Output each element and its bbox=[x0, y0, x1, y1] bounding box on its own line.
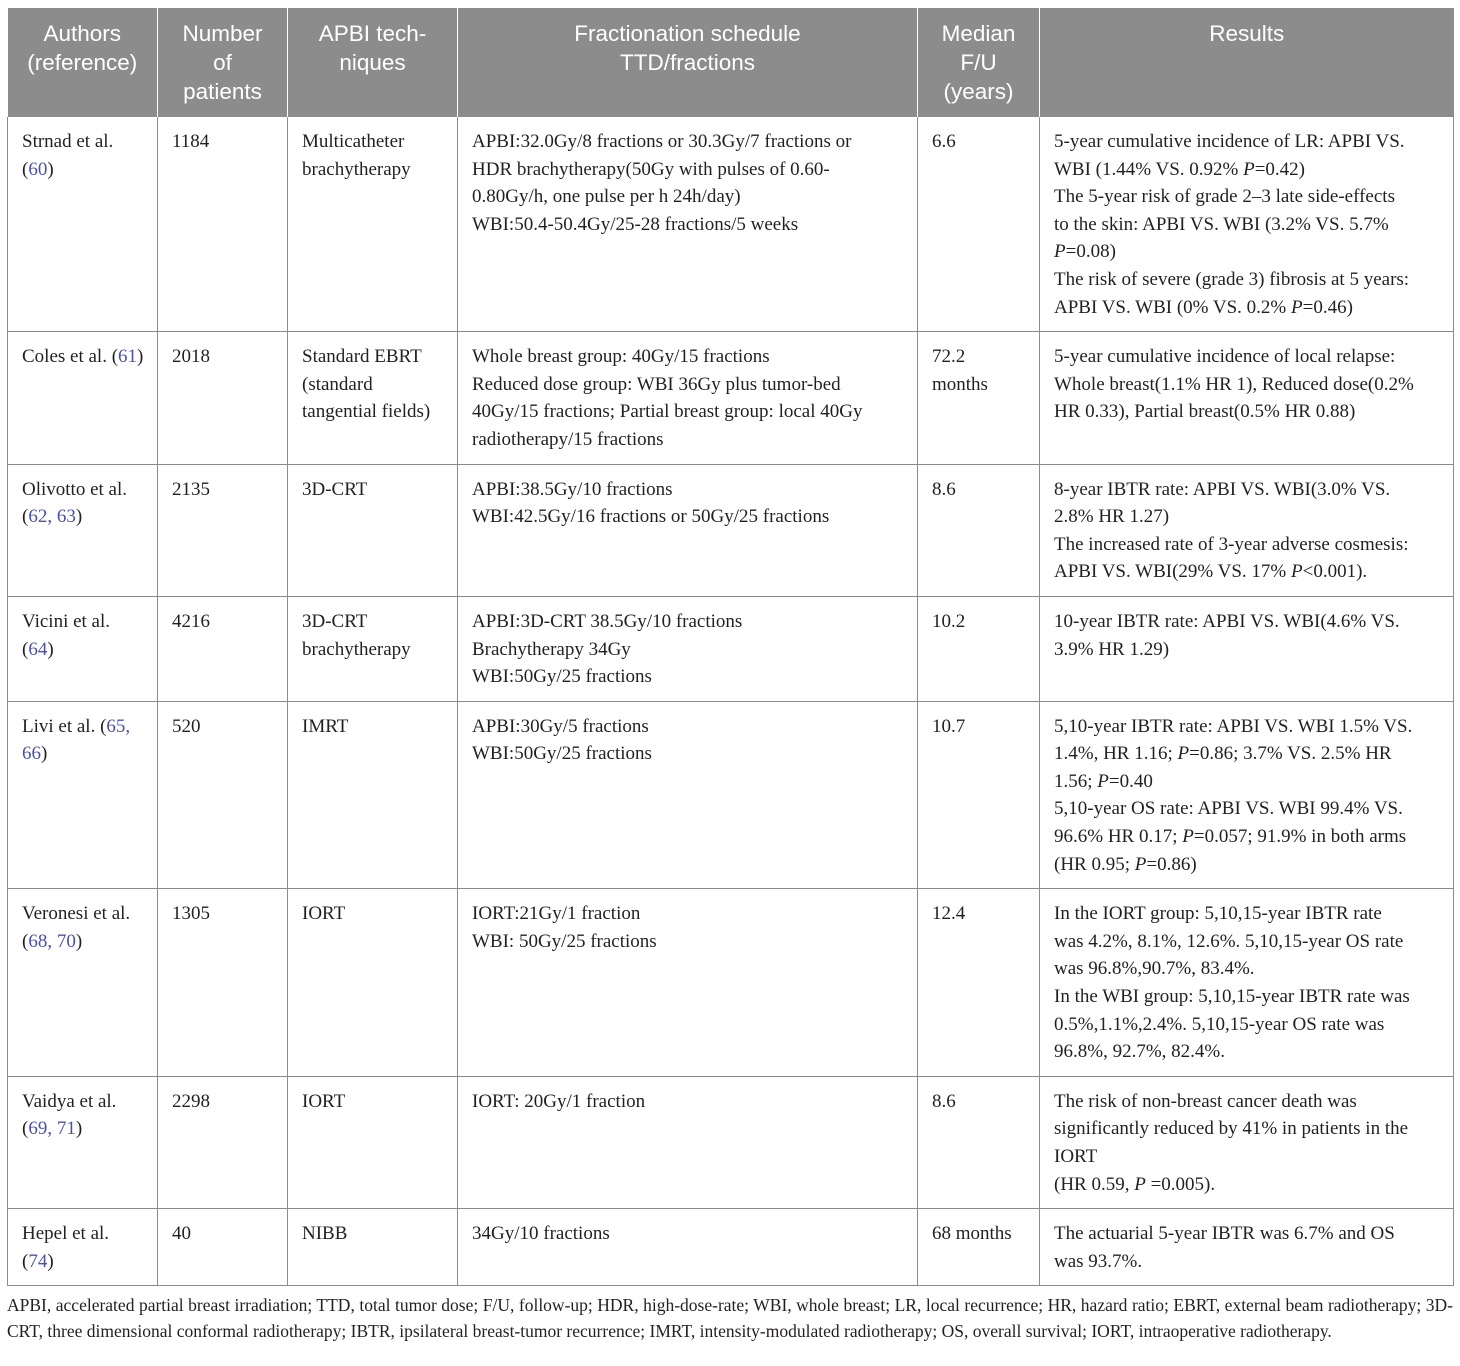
cell-line: WBI:42.5Gy/16 fractions or 50Gy/25 fractions bbox=[472, 506, 830, 528]
technique-cell bbox=[288, 596, 458, 701]
author-cell: Veronesi et al. (68, 70) bbox=[8, 889, 158, 1077]
cell-line: Reduced dose group: WBI 36Gy plus tumor-bed bbox=[472, 373, 841, 395]
results-cell bbox=[1040, 464, 1454, 596]
cell-line: APBI VS. WBI (0% VS. 0.2% P=0.46) bbox=[1054, 296, 1353, 318]
cell-line: 3D-CRT bbox=[302, 478, 368, 500]
cell-line: The risk of non-breast cancer death was bbox=[1054, 1090, 1357, 1112]
table-row bbox=[8, 1076, 1454, 1208]
author-cell: Coles et al. (61) bbox=[8, 332, 158, 464]
header-row bbox=[8, 8, 1454, 117]
table-row bbox=[8, 596, 1454, 701]
technique-cell bbox=[288, 1209, 458, 1286]
cell-line: 5-year cumulative incidence of local relapse: bbox=[1054, 346, 1396, 368]
patients-cell: 2018 bbox=[158, 332, 288, 464]
cell-line: IORT: 20Gy/1 fraction bbox=[472, 1090, 646, 1112]
column-header bbox=[8, 8, 158, 117]
technique-cell bbox=[288, 889, 458, 1077]
author-name: Vicini et al. bbox=[22, 610, 111, 632]
cell-line: radiotherapy/15 fractions bbox=[472, 428, 664, 450]
cell-line: 8-year IBTR rate: APBI VS. WBI(3.0% VS. bbox=[1054, 478, 1391, 500]
results-cell bbox=[1040, 596, 1454, 701]
patients-cell: 2298 bbox=[158, 1076, 288, 1208]
cell-line: In the WBI group: 5,10,15-year IBTR rate was bbox=[1054, 986, 1410, 1008]
cell-line: APBI:30Gy/5 fractions bbox=[472, 715, 649, 737]
column-header bbox=[458, 8, 918, 117]
cell-line: brachytherapy bbox=[302, 638, 411, 660]
technique-cell bbox=[288, 117, 458, 332]
reference-link[interactable]: 65, 66 bbox=[22, 715, 131, 765]
cell-line: Multicatheter bbox=[302, 131, 405, 152]
schedule-cell bbox=[458, 1209, 918, 1286]
table-row bbox=[8, 117, 1454, 332]
table-row bbox=[8, 1209, 1454, 1286]
patients-cell: 1184 bbox=[158, 117, 288, 332]
data-table bbox=[7, 8, 1454, 1286]
author-name: Hepel et al. bbox=[22, 1223, 110, 1245]
cell-line: Standard EBRT bbox=[302, 346, 422, 368]
cell-line: 8.6 bbox=[932, 1090, 956, 1112]
table-row bbox=[8, 889, 1454, 1077]
cell-line: significantly reduced by 41% in patients in the bbox=[1054, 1118, 1409, 1140]
patients-cell: 520 bbox=[158, 701, 288, 889]
cell-line: IORT bbox=[302, 903, 346, 925]
cell-line: months bbox=[932, 373, 988, 395]
cell-line: 1.4%, HR 1.16; P=0.86; 3.7% VS. 2.5% HR bbox=[1054, 743, 1392, 765]
column-header-line: Number bbox=[182, 21, 263, 46]
cell-line: APBI:32.0Gy/8 fractions or 30.3Gy/7 fractions or bbox=[472, 131, 852, 152]
table-row bbox=[8, 332, 1454, 464]
technique-cell bbox=[288, 464, 458, 596]
cell-line: HR 0.33), Partial breast(0.5% HR 0.88) bbox=[1054, 401, 1356, 423]
cell-line: 6.6 bbox=[932, 131, 956, 152]
column-header bbox=[158, 8, 288, 117]
technique-cell bbox=[288, 701, 458, 889]
cell-line: The increased rate of 3-year adverse cosmesis: bbox=[1054, 533, 1409, 555]
reference-link[interactable]: 60 bbox=[28, 158, 48, 180]
cell-line: was 96.8%,90.7%, 83.4%. bbox=[1054, 958, 1255, 980]
schedule-cell bbox=[458, 889, 918, 1077]
cell-line: 12.4 bbox=[932, 903, 966, 925]
results-cell bbox=[1040, 332, 1454, 464]
column-header-line: Authors bbox=[43, 21, 122, 46]
cell-line: 0.80Gy/h, one pulse per h 24h/day) bbox=[472, 186, 741, 208]
author-cell: Livi et al. (65, 66) bbox=[8, 701, 158, 889]
followup-cell bbox=[918, 596, 1040, 701]
cell-line: NIBB bbox=[302, 1223, 348, 1245]
reference-link[interactable]: 64 bbox=[28, 638, 48, 660]
cell-line: brachytherapy bbox=[302, 158, 411, 180]
schedule-cell bbox=[458, 464, 918, 596]
cell-line: 72.2 bbox=[932, 346, 966, 368]
cell-line: Whole breast(1.1% HR 1), Reduced dose(0.2% bbox=[1054, 373, 1414, 395]
author-name: Olivotto et al. bbox=[22, 478, 128, 500]
followup-cell bbox=[918, 1209, 1040, 1286]
column-header-line: patients bbox=[183, 79, 262, 104]
column-header-line: F/U bbox=[960, 50, 997, 75]
followup-cell bbox=[918, 464, 1040, 596]
cell-line: IMRT bbox=[302, 715, 349, 737]
followup-cell bbox=[918, 117, 1040, 332]
table-row bbox=[8, 701, 1454, 889]
author-cell: Vicini et al. (64) bbox=[8, 596, 158, 701]
cell-line: 3D-CRT bbox=[302, 610, 368, 632]
cell-line: 8.6 bbox=[932, 478, 956, 500]
cell-line: The actuarial 5-year IBTR was 6.7% and OS bbox=[1054, 1223, 1395, 1245]
results-cell bbox=[1040, 1076, 1454, 1208]
cell-line: Brachytherapy 34Gy bbox=[472, 638, 631, 660]
column-header bbox=[918, 8, 1040, 117]
cell-line: (HR 0.95; P=0.86) bbox=[1054, 853, 1197, 875]
column-header-line: (reference) bbox=[27, 50, 138, 75]
cell-line: In the IORT group: 5,10,15-year IBTR rate bbox=[1054, 903, 1382, 925]
cell-line: P=0.08) bbox=[1054, 241, 1116, 263]
cell-line: The 5-year risk of grade 2–3 late side-effects bbox=[1054, 186, 1395, 208]
author-name: Strnad et al. bbox=[22, 131, 114, 152]
cell-line: 0.5%,1.1%,2.4%. 5,10,15-year OS rate was bbox=[1054, 1013, 1385, 1035]
cell-line: 1.56; P=0.40 bbox=[1054, 770, 1153, 792]
table-header bbox=[8, 8, 1454, 117]
cell-line: APBI VS. WBI(29% VS. 17% P<0.001). bbox=[1054, 561, 1368, 583]
schedule-cell bbox=[458, 701, 918, 889]
cell-line: The risk of severe (grade 3) fibrosis at 5 years: bbox=[1054, 268, 1410, 290]
column-header-line: Results bbox=[1209, 21, 1285, 46]
patients-cell: 4216 bbox=[158, 596, 288, 701]
followup-cell bbox=[918, 332, 1040, 464]
author-name: Livi et al. ( bbox=[22, 715, 107, 737]
author-name: Coles et al. bbox=[22, 346, 107, 368]
results-cell bbox=[1040, 701, 1454, 889]
cell-line: WBI:50Gy/25 fractions bbox=[472, 743, 652, 765]
cell-line: 3.9% HR 1.29) bbox=[1054, 638, 1170, 660]
cell-line: 2.8% HR 1.27) bbox=[1054, 506, 1170, 528]
cell-line: was 4.2%, 8.1%, 12.6%. 5,10,15-year OS rate bbox=[1054, 930, 1404, 952]
reference-link[interactable]: 74 bbox=[28, 1250, 48, 1272]
schedule-cell bbox=[458, 1076, 918, 1208]
cell-line: HDR brachytherapy(50Gy with pulses of 0.60- bbox=[472, 158, 830, 180]
cell-line: 68 months bbox=[932, 1223, 1012, 1245]
cell-line: (HR 0.59, P =0.005). bbox=[1054, 1173, 1216, 1195]
reference-link[interactable]: 69, 71 bbox=[28, 1118, 76, 1140]
cell-line: 10.2 bbox=[932, 610, 966, 632]
author-name: Vaidya et al. bbox=[22, 1090, 117, 1112]
results-cell bbox=[1040, 1209, 1454, 1286]
author-cell: Hepel et al. (74) bbox=[8, 1209, 158, 1286]
column-header-line: Fractionation schedule bbox=[574, 21, 801, 46]
cell-line: (standard bbox=[302, 373, 373, 395]
column-header bbox=[288, 8, 458, 117]
results-cell bbox=[1040, 117, 1454, 332]
patients-cell: 40 bbox=[158, 1209, 288, 1286]
cell-line: was 93.7%. bbox=[1054, 1250, 1143, 1272]
cell-line: IORT bbox=[1054, 1146, 1098, 1167]
column-header-line: Median bbox=[941, 21, 1016, 46]
cell-line: 5,10-year OS rate: APBI VS. WBI 99.4% VS. bbox=[1054, 798, 1403, 820]
cell-line: IORT:21Gy/1 fraction bbox=[472, 903, 641, 925]
cell-line: WBI: 50Gy/25 fractions bbox=[472, 930, 657, 952]
patients-cell: 2135 bbox=[158, 464, 288, 596]
schedule-cell bbox=[458, 332, 918, 464]
table-body bbox=[8, 117, 1454, 1286]
reference-link[interactable]: 62, 63 bbox=[28, 506, 76, 528]
reference-link[interactable]: 68, 70 bbox=[28, 930, 76, 952]
cell-line: Whole breast group: 40Gy/15 fractions bbox=[472, 346, 770, 368]
table-container bbox=[7, 8, 1453, 1344]
schedule-cell bbox=[458, 596, 918, 701]
column-header-line: of bbox=[213, 50, 232, 75]
followup-cell bbox=[918, 889, 1040, 1077]
author-name: Veronesi et al. bbox=[22, 903, 131, 925]
column-header-line: TTD/fractions bbox=[619, 50, 756, 75]
technique-cell bbox=[288, 332, 458, 464]
cell-line: APBI:3D-CRT 38.5Gy/10 fractions bbox=[472, 610, 743, 632]
cell-line: tangential fields) bbox=[302, 401, 431, 423]
results-cell bbox=[1040, 889, 1454, 1077]
cell-line: 10-year IBTR rate: APBI VS. WBI(4.6% VS. bbox=[1054, 610, 1400, 632]
cell-line: WBI:50Gy/25 fractions bbox=[472, 666, 652, 688]
table-row bbox=[8, 464, 1454, 596]
cell-line: to the skin: APBI VS. WBI (3.2% VS. 5.7% bbox=[1054, 213, 1389, 235]
author-cell: Olivotto et al. (62, 63) bbox=[8, 464, 158, 596]
technique-cell bbox=[288, 1076, 458, 1208]
cell-line: WBI:50.4-50.4Gy/25-28 fractions/5 weeks bbox=[472, 213, 799, 235]
cell-line: 96.8%, 92.7%, 82.4%. bbox=[1054, 1041, 1225, 1063]
patients-cell: 1305 bbox=[158, 889, 288, 1077]
followup-cell bbox=[918, 701, 1040, 889]
cell-line: 5-year cumulative incidence of LR: APBI VS. bbox=[1054, 131, 1405, 152]
schedule-cell bbox=[458, 117, 918, 332]
cell-line: IORT bbox=[302, 1090, 346, 1112]
cell-line: 10.7 bbox=[932, 715, 966, 737]
cell-line: 5,10-year IBTR rate: APBI VS. WBI 1.5% VS. bbox=[1054, 715, 1413, 737]
cell-line: 40Gy/15 fractions; Partial breast group: local 40Gy bbox=[472, 401, 863, 423]
column-header-line: APBI tech- bbox=[318, 21, 427, 46]
followup-cell bbox=[918, 1076, 1040, 1208]
table-footnote: APBI, accelerated partial breast irradiation; TTD, total tumor dose; F/U, follow-up; HDR, high-dose-rate; WBI, whole breast; LR, local recurrence; HR, hazard ratio; EBRT, external beam radiotherapy; 3D-CRT, three dimensional conformal radiotherapy; IBTR, ipsilateral breast-tumor recurrence; IMRT, intensity-modulated radiotherapy; OS, overall survival; IORT, intraoperative radiotherapy. bbox=[7, 1295, 1453, 1341]
cell-line: APBI:38.5Gy/10 fractions bbox=[472, 478, 673, 500]
author-cell: Strnad et al. (60) bbox=[8, 117, 158, 332]
reference-link[interactable]: 61 bbox=[118, 346, 138, 368]
column-header-line: (years) bbox=[943, 79, 1014, 104]
cell-line: 96.6% HR 0.17; P=0.057; 91.9% in both arms bbox=[1054, 826, 1407, 848]
column-header bbox=[1040, 8, 1454, 117]
author-cell: Vaidya et al. (69, 71) bbox=[8, 1076, 158, 1208]
cell-line: WBI (1.44% VS. 0.92% P=0.42) bbox=[1054, 158, 1306, 180]
cell-line: 34Gy/10 fractions bbox=[472, 1223, 610, 1245]
column-header-line: niques bbox=[339, 50, 406, 75]
